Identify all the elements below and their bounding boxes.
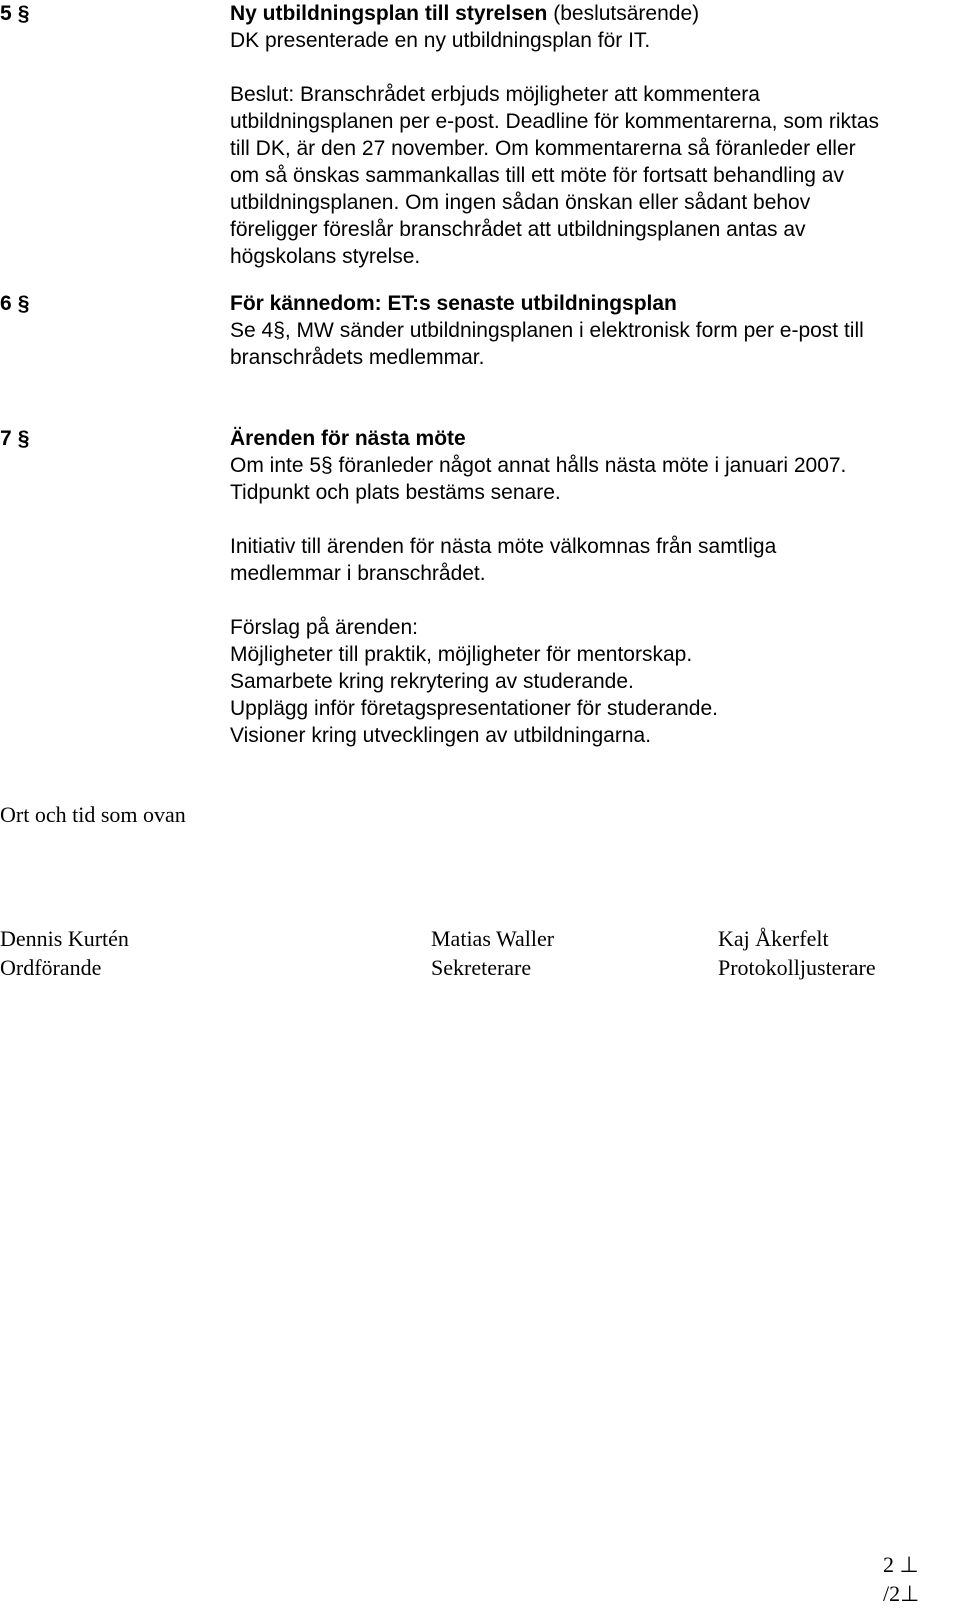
- paragraph-line: utbildningsplanen. Om ingen sådan önskan eller sådant behov: [230, 191, 811, 214]
- paragraph-line: Initiativ till ärenden för nästa möte välkomnas från samtliga: [230, 535, 777, 558]
- paragraph-line: om så önskas sammankallas till ett möte för fortsatt behandling av: [230, 164, 844, 187]
- item-number: 6 §: [0, 292, 30, 315]
- paragraph-line: till DK, är den 27 november. Om kommentarerna så föranleder eller: [230, 137, 856, 160]
- item-title: Ny utbildningsplan till styrelsen: [230, 2, 548, 25]
- paragraph-line: DK presenterade en ny utbildningsplan för IT.: [230, 29, 651, 52]
- paragraph-line: Förslag på ärenden:: [230, 616, 418, 639]
- paragraph-line: föreligger föreslår branschrådet att utbildningsplanen antas av: [230, 218, 806, 241]
- paragraph-line: Upplägg inför företagspresentationer för studerande.: [230, 697, 718, 720]
- paragraph-line: medlemmar i branschrådet.: [230, 562, 486, 585]
- signature-role: Sekreterare: [431, 955, 532, 980]
- signature-role: Ordförande: [0, 955, 102, 980]
- paragraph-line: branschrådets medlemmar.: [230, 346, 485, 369]
- item-title: För kännedom: ET:s senaste utbildningsplan: [230, 292, 677, 315]
- item-title: Ärenden för nästa möte: [230, 427, 466, 450]
- section-symbol: §: [17, 427, 30, 450]
- paragraph-line: högskolans styrelse.: [230, 245, 421, 268]
- paragraph-line: Samarbete kring rekrytering av studerande.: [230, 670, 634, 693]
- signature-secretary: [431, 924, 554, 982]
- paragraph-line: Tidpunkt och plats bestäms senare.: [230, 481, 561, 504]
- paragraph-line: Om inte 5§ föranleder något annat hålls nästa möte i januari 2007.: [230, 454, 847, 477]
- paragraph-line: Beslut: Branschrådet erbjuds möjligheter att kommentera: [230, 83, 760, 106]
- signature-role: Protokolljusterare: [718, 955, 876, 980]
- item-title-line: [230, 0, 955, 27]
- item-number: 7 §: [0, 427, 30, 450]
- signature-adjuster: [718, 924, 876, 982]
- item-content: [230, 290, 955, 371]
- signature-name: Matias Waller: [431, 926, 555, 951]
- closing-text: Ort och tid som ovan: [0, 802, 186, 827]
- section-symbol: §: [17, 2, 30, 25]
- item-content: [230, 0, 955, 270]
- item-title-suffix: (beslutsärende): [547, 2, 700, 25]
- signature-chair: [0, 924, 129, 982]
- item-content: [230, 425, 955, 749]
- paragraph-line: utbildningsplanen per e-post. Deadline för kommentarerna, som riktas: [230, 110, 880, 133]
- signature-name: Kaj Åkerfelt: [718, 926, 829, 951]
- paragraph-line: Se 4§, MW sänder utbildningsplanen i elektronisk form per e-post till: [230, 319, 864, 342]
- signature-name: Dennis Kurtén: [0, 926, 129, 951]
- paragraph-line: Visioner kring utvecklingen av utbildningarna.: [230, 724, 652, 747]
- paragraph-line: Möjligheter till praktik, möjligheter för mentorskap.: [230, 643, 693, 666]
- section-symbol: §: [17, 292, 30, 315]
- item-number: 5 §: [0, 2, 30, 25]
- page-number: 2 ⊥ /2⊥: [883, 1552, 920, 1606]
